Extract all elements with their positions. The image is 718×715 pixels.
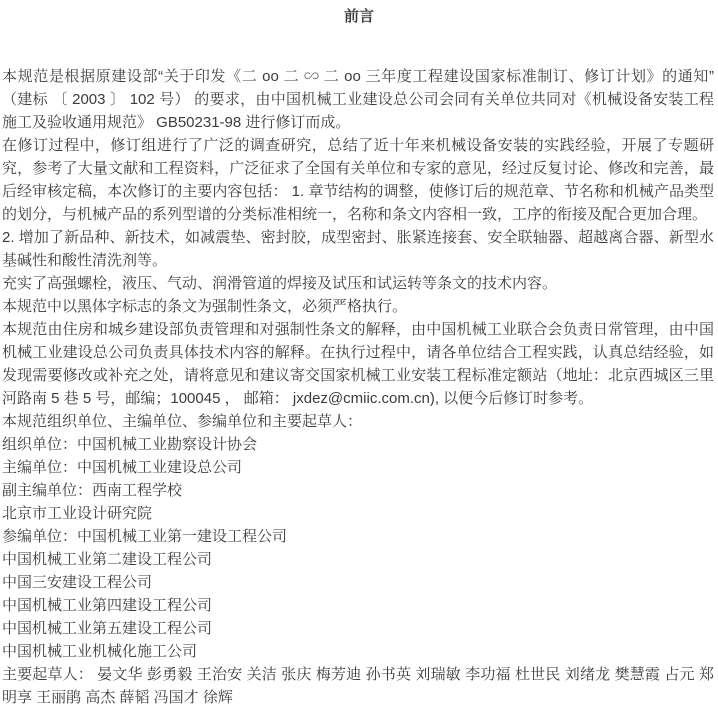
paragraph-mandatory-clauses: 本规范中以黑体字标志的条文为强制性条文，必须严格执行。 <box>2 298 408 315</box>
paragraph-beijing-institute: 北京市工业设计研究院 <box>2 505 153 522</box>
paragraph-organizing-unit: 组织单位：中国机械工业勘察设计协会 <box>2 436 258 453</box>
paragraph-management-contact: 本规范由住房和城乡建设部负责管理和对强制性条文的解释，由中国机械工业联合会负责日常管理，由中国机械工业建设总公司负责具体技术内容的解释。在执行过程中，请各单位结合工程实践，认真总结经验，如发现需要修改或补充之处，请将意见和建议寄交国家机械工业安装工程标准定额站（地址：北京西城区三里河路南 5 巷 5 号，邮编；100045 ， 邮箱： jxdez@cmiic.com.cn), 以便今后修订时参考。 <box>2 321 714 407</box>
paragraph-participating-unit-2: 中国机械工业第二建设工程公司 <box>2 551 213 568</box>
document-page <box>0 8 718 715</box>
paragraph-main-drafters: 主要起草人： 晏文华 彭勇毅 王治安 关洁 张庆 梅芳迪 孙书英 刘瑞敏 李功福 杜世民 刘绪龙 樊慧霞 占元 郑明享 王丽鹃 高杰 薛韬 冯国才 徐辉 <box>2 666 714 706</box>
paragraph-participating-unit-1: 参编单位：中国机械工业第一建设工程公司 <box>2 528 288 545</box>
page-title: 前言 <box>343 8 374 25</box>
paragraph-participating-unit-5: 中国机械工业第五建设工程公司 <box>2 620 213 637</box>
paragraph-chief-editor-unit: 主编单位：中国机械工业建设总公司 <box>2 459 243 476</box>
paragraph-participating-unit-4: 中国机械工业第四建设工程公司 <box>2 597 213 614</box>
paragraph-revision-basis: 本规范是根据原建设部“关于印发《二 oo 二 ∽ 二 oo 三年度工程建设国家标准制订、修订计划》的通知” （建标 〔 2003 〕 102 号） 的要求，由中国机械工业建设总公司会同有关单位共同对《机械设备安装工程施工及验收通用规范》 GB50231-98 进行修订而成。 <box>2 68 714 131</box>
paragraph-revision-process: 在修订过程中，修订组进行了广泛的调查研究，总结了近十年来机械设备安装的实践经验，开展了专题研究，参考了大量文献和工程资料，广泛征求了全国有关单位和专家的意见，经过反复讨论、修改和完善，最后经审核定稿，本次修订的主要内容包括： 1. 章节结构的调整，使修订后的规范章、节名称和机械产品类型的划分，与机械产品的系列型谱的分类标准相统一，名称和条文内容相一致，工序的衔接及配合更加合理。 <box>2 137 714 223</box>
paragraph-new-products: 2. 增加了新品种、新技术，如减震垫、密封胶，成型密封、胀紧连接套、安全联轴器、超越离合器、新型水基碱性和酸性清洗剂等。 <box>2 229 714 269</box>
paragraph-enriched-content: 充实了高强螺栓，液压、气动、润滑管道的焊接及试压和试运转等条文的技术内容。 <box>2 275 558 292</box>
document-body <box>0 65 718 709</box>
paragraph-deputy-editor-unit: 副主编单位：西南工程学校 <box>2 482 183 499</box>
paragraph-participating-unit-3: 中国三安建设工程公司 <box>2 574 153 591</box>
paragraph-units-intro: 本规范组织单位、主编单位、参编单位和主要起草人： <box>2 413 363 430</box>
paragraph-participating-unit-6: 中国机械工业机械化施工公司 <box>2 643 198 660</box>
